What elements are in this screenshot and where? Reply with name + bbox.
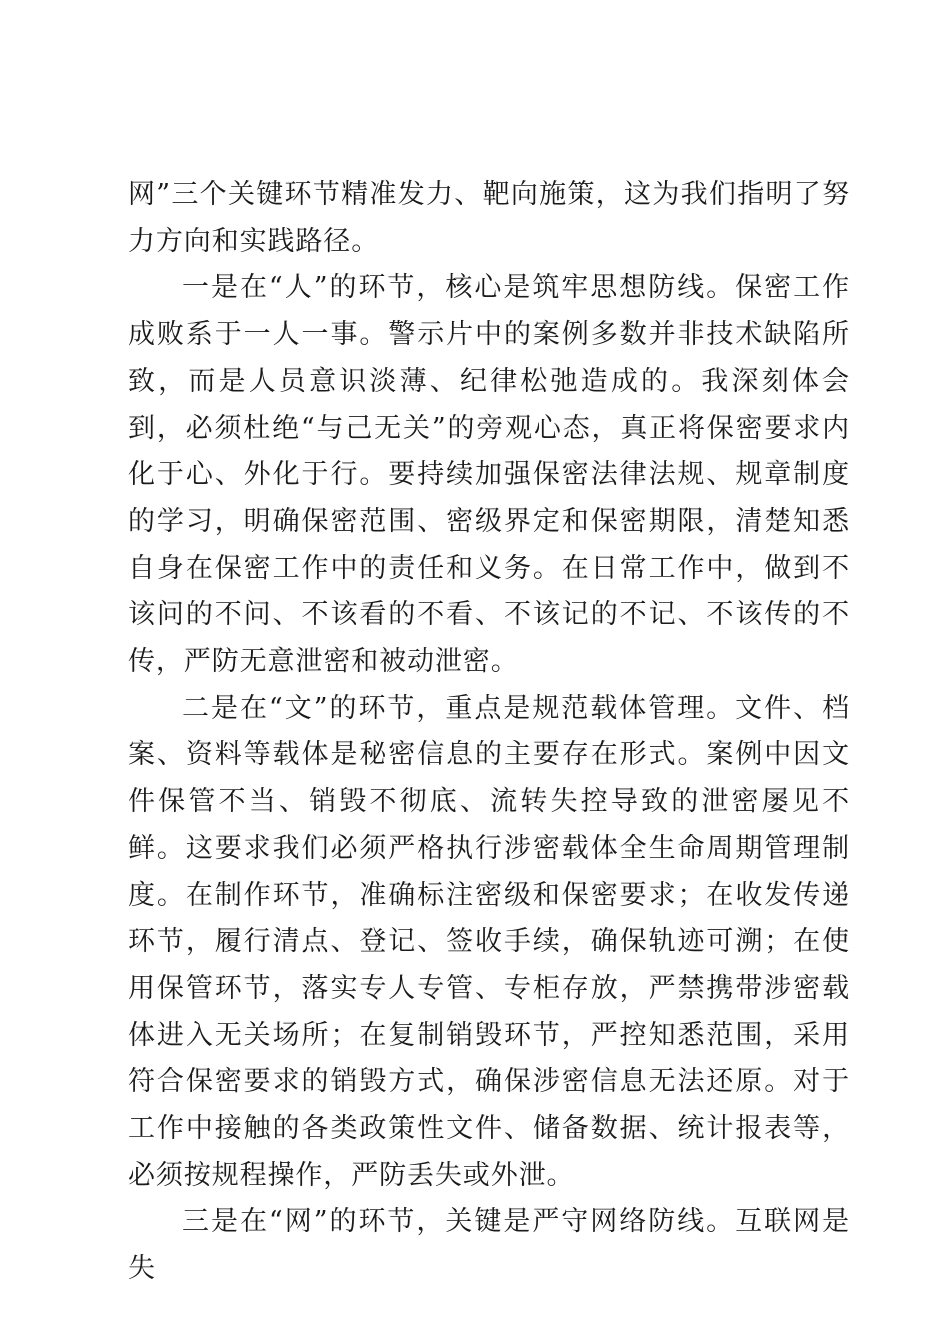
paragraph-people: 一是在“人”的环节，核心是筑牢思想防线。保密工作成败系于一人一事。警示片中的案例多数并非技术缺陷所致，而是人员意识淡薄、纪律松弛造成的。我深刻体会到，必须杜绝“与己无关”的旁观心态，真正将保密要求内化于心、外化于行。要持续加强保密法律法规、规章制度的学习，明确保密范围、密级界定和保密期限，清楚知悉自身在保密工作中的责任和义务。在日常工作中，做到不该问的不问、不该看的不看、不该记的不记、不该传的不传，严防无意泄密和被动泄密。 bbox=[128, 272, 850, 678]
paragraph-continuation: 网”三个关键环节精准发力、靶向施策，这为我们指明了努力方向和实践路径。 bbox=[128, 179, 850, 257]
paragraph-network: 三是在“网”的环节，关键是严守网络防线。互联网是失 bbox=[128, 1206, 850, 1285]
document-body bbox=[128, 172, 850, 1293]
paragraph-documents: 二是在“文”的环节，重点是规范载体管理。文件、档案、资料等载体是秘密信息的主要存在形式。案例中因文件保管不当、销毁不彻底、流转失控导致的泄密屡见不鲜。这要求我们必须严格执行涉密载体全生命周期管理制度。在制作环节，准确标注密级和保密要求；在收发传递环节，履行清点、登记、签收手续，确保轨迹可溯；在使用保管环节，落实专人专管、专柜存放，严禁携带涉密载体进入无关场所；在复制销毁环节，严控知悉范围，采用符合保密要求的销毁方式，确保涉密信息无法还原。对于工作中接触的各类政策性文件、储备数据、统计报表等，必须按规程操作，严防丢失或外泄。 bbox=[128, 692, 850, 1191]
